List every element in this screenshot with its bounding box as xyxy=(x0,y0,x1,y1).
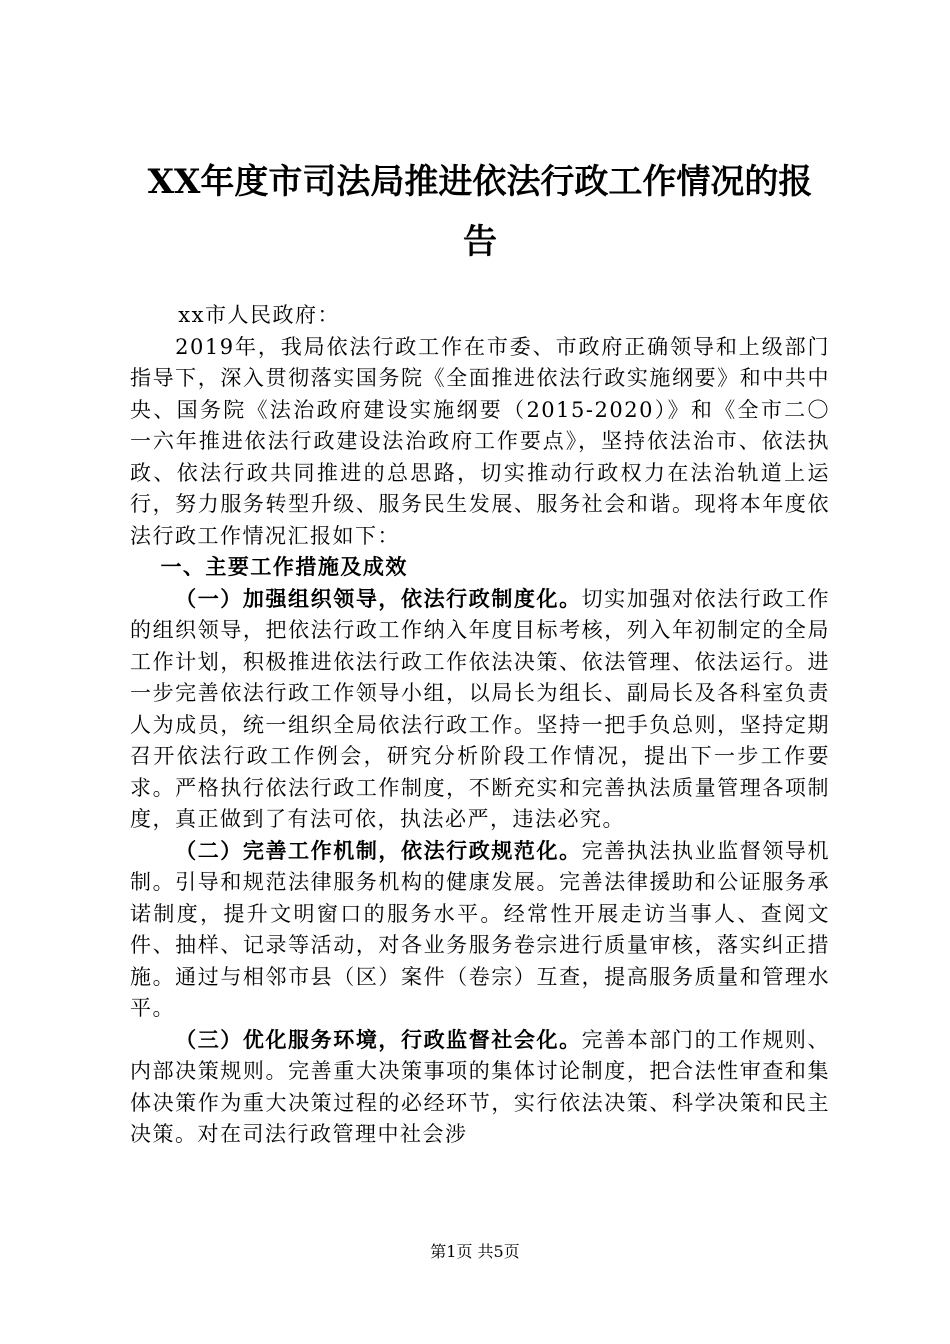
item-1-heading: （一）加强组织领导，依法行政制度化。 xyxy=(175,586,582,611)
paragraph-item-1 xyxy=(130,584,830,836)
item-3-heading: （三）优化服务环境，行政监督社会化。 xyxy=(175,1027,582,1052)
section-heading: 一、主要工作措施及成效 xyxy=(160,555,408,579)
item-3-text: 完善本部门的工作规则、内部决策规则。完善重大决策事项的集体讨论制度，把合法性审查和集体决策作为重大决策过程的必经环节，实行依法决策、科学决策和民主决策。对在司法行政管理中社会涉 xyxy=(130,1027,830,1146)
item-1-text: 切实加强对依法行政工作的组织领导，把依法行政工作纳入年度目标考核，列入年初制定的全局工作计划，积极推进依法行政工作依法决策、依法管理、依法运行。进一步完善依法行政工作领导小组，以局长为组长、副局长及各科室负责人为成员，统一组织全局依法行政工作。坚持一把手负总则，坚持定期召开依法行政工作例会，研究分析阶段工作情况，提出下一步工作要求。严格执行依法行政工作制度，不断充实和完善执法质量管理各项制度，真正做到了有法可依，执法必严，违法必究。 xyxy=(130,586,830,831)
item-2-text: 完善执法执业监督领导机制。引导和规范法律服务机构的健康发展。完善法律援助和公证服务承诺制度，提升文明窗口的服务水平。经常性开展走访当事人、查阅文件、抽样、记录等活动，对各业务服务卷宗进行质量审核，落实纠正措施。通过与相邻市县（区）案件（卷宗）互查，提高服务质量和管理水平。 xyxy=(130,838,830,1020)
item-2-heading: （二）完善工作机制，依法行政规范化。 xyxy=(175,838,582,863)
document-body xyxy=(130,300,830,1151)
intro-paragraph: 2019年，我局依法行政工作在市委、市政府正确领导和上级部门指导下，深入贯彻落实国务院《全面推进依法行政实施纲要》和中共中央、国务院《法治政府建设实施纲要（2015-2020）》和《全市二〇一六年推进依法行政建设法治政府工作要点》，坚持依法治市、依法执政、依法行政共同推进的总思路，切实推动行政权力在法治轨道上运行，努力服务转型升级、服务民生发展、服务社会和谐。现将本年度依法行政工作情况汇报如下： xyxy=(130,334,830,548)
salutation: xx市人民政府： xyxy=(178,303,340,327)
document-title-line-2: 告 xyxy=(463,222,497,262)
page-number-footer: 第1页 共5页 xyxy=(430,1242,520,1261)
paragraph-item-3 xyxy=(130,1025,830,1151)
document-title-line-1: XX年度市司法局推进依法行政工作情况的报 xyxy=(147,162,813,202)
paragraph-item-2 xyxy=(130,836,830,1025)
